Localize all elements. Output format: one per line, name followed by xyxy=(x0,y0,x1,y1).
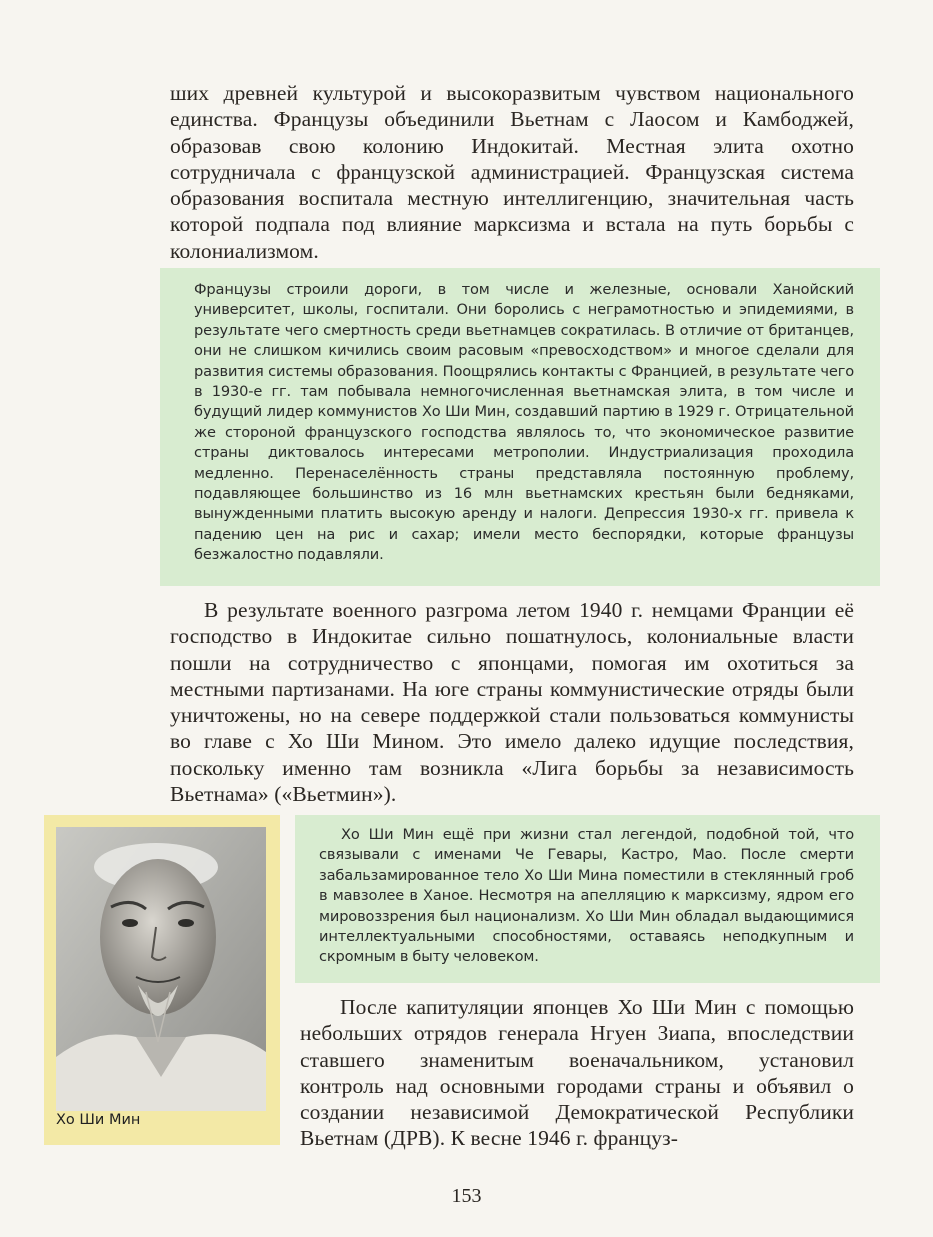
portrait-photo xyxy=(56,827,266,1111)
page-number: 153 xyxy=(451,1185,482,1207)
info-box-french-rule xyxy=(160,268,880,586)
portrait-caption: Хо Ши Мин xyxy=(56,1112,141,1128)
portrait-image xyxy=(56,827,266,1111)
body-paragraph-3: После капитуляции японцев Хо Ши Мин с помощью небольших отрядов генерала Нгуен Зиапа, впоследствии ставшего знаменитым военачальником, установил контроль над основными городами страны и объявил о создании независимой Демократической Республики Вьетнам (ДРВ). К весне 1946 г. француз- xyxy=(300,995,854,1151)
body-paragraph-2: В результате военного разгрома летом 1940 г. немцами Франции её господство в Индокитае сильно пошатнулось, колониальные власти пошли на сотрудничество с японцами, помогая им охотиться за местными партизанами. На юге страны коммунистические отряды были уничтожены, но на севере поддержкой стали пользоваться коммунисты во главе с Хо Ши Мином. Это имело далеко идущие последствия, поскольку именно там возникла «Лига борьбы за независимость Вьетнама» («Вьетмин»). xyxy=(170,598,854,807)
info-box-text: Французы строили дороги, в том числе и железные, основали Ханойский университет, школы, госпитали. Они боролись с неграмотностью и эпидемиями, в результате чего смертность среди вьетнамцев сократилась. В отличие от британцев, они не слишком кичились своим расовым «превосходством» и многое сделали для развития системы образования. Поощрялись контакты с Францией, в результате чего в 1930-е гг. там побывала немногочисленная вьетнамская элита, в том числе и будущий лидер коммунистов Хо Ши Мин, создавший партию в 1929 г. Отрицательной же стороной французского господства являлось то, что экономическое развитие страны диктовалось интересами метрополии. Индустриализация проходила медленно. Перенаселённость страны представляла постоянную проблему, подавляющее большинство из 16 млн вьетнамских крестьян были бедняками, вынужденными платить высокую аренду и налоги. Депрессия 1930-х гг. привела к падению цен на рис и сахар; имели место беспорядки, которые французы безжалостно подавляли. xyxy=(194,281,854,564)
body-paragraph-1: ших древней культурой и высокоразвитым чувством национального единства. Французы объединили Вьетнам с Лаосом и Камбоджей, образовав свою колонию Индокитай. Местная элита охотно сотрудничала с французской администрацией. Французская система образования воспитала местную интеллигенцию, значительная часть которой подпала под влияние марксизма и встала на путь борьбы с колониализмом. xyxy=(170,81,854,263)
info-box-ho-chi-minh xyxy=(295,815,880,983)
info-box-text: Хо Ши Мин ещё при жизни стал легендой, подобной той, что связывали с именами Че Гевары, Кастро, Мао. После смерти забальзамированное тело Хо Ши Мина поместили в стеклянный гроб в мавзолее в Ханое. Несмотря на апелляцию к марксизму, ядром его мировоззрения был национализм. Хо Ши Мин обладал выдающимися интеллектуальными способностями, оставаясь неподкупным и скромным в быту человеком. xyxy=(319,826,854,966)
portrait-figure xyxy=(44,815,280,1145)
